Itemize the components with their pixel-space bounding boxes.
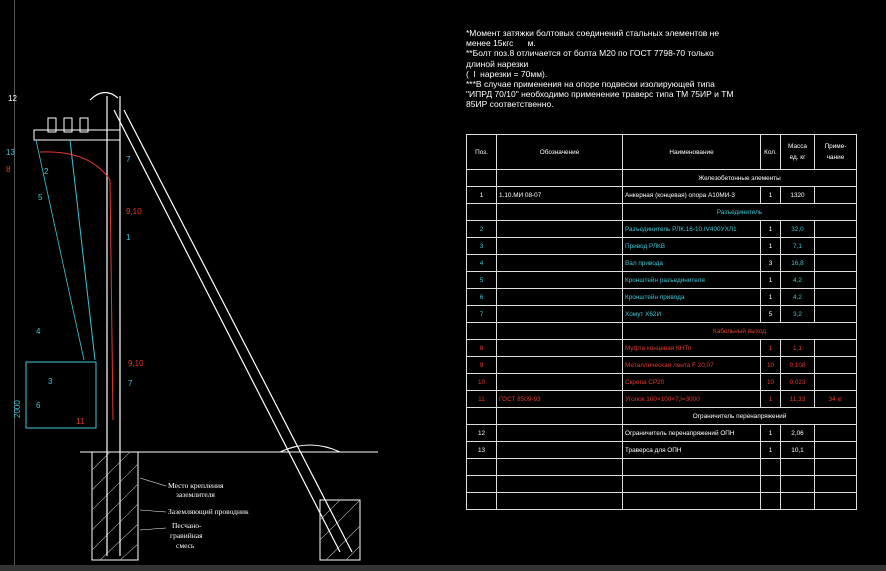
table-row xyxy=(467,306,857,323)
cell-mass: 11,33 xyxy=(781,391,815,408)
empty-row xyxy=(467,459,857,476)
cell-designation xyxy=(497,340,623,357)
cell-note xyxy=(815,306,857,323)
section-empty xyxy=(467,408,497,425)
cell-designation xyxy=(497,442,623,459)
cell-note xyxy=(815,289,857,306)
cell-name: Анкерная (концевая) опора А10МИ-3 xyxy=(623,187,761,204)
note-line: ( l нарезки = 70мм). xyxy=(466,68,548,79)
table-row xyxy=(467,374,857,391)
cell-designation xyxy=(497,425,623,442)
label-5: 5 xyxy=(38,193,43,202)
cell-designation xyxy=(497,357,623,374)
cell-qty: 1 xyxy=(761,187,781,204)
cell-name: Уголок 100×100×7,l=3000 xyxy=(623,391,761,408)
cell-name: Траверса для ОПН xyxy=(623,442,761,459)
ground-label-1: Место крепления xyxy=(168,481,224,490)
cell-qty: 5 xyxy=(761,306,781,323)
table-row xyxy=(467,289,857,306)
cell-note xyxy=(815,442,857,459)
ground-label-6: смесь xyxy=(176,541,195,550)
cell-note xyxy=(815,187,857,204)
section-row xyxy=(467,204,857,221)
empty-cell xyxy=(761,493,781,510)
cell-mass: 1320 xyxy=(781,187,815,204)
note-line: 85ИР соответственно. xyxy=(466,99,554,110)
cell-qty: 1 xyxy=(761,340,781,357)
cell-name: Кронштейн разъединителя xyxy=(623,272,761,289)
empty-cell xyxy=(497,459,623,476)
empty-row xyxy=(467,493,857,510)
specification-table xyxy=(466,134,857,510)
cell-name: Скрепа СР20 xyxy=(623,374,761,391)
label-7b: 7 xyxy=(128,379,133,388)
cell-pos: 11 xyxy=(467,391,497,408)
label-7a: 7 xyxy=(126,155,131,164)
cell-mass: 4,2 xyxy=(781,272,815,289)
empty-cell xyxy=(623,476,761,493)
section-title: Разъединитель xyxy=(623,204,857,221)
label-1: 1 xyxy=(126,233,131,242)
empty-cell xyxy=(781,476,815,493)
cell-pos: 10 xyxy=(467,374,497,391)
table-row xyxy=(467,221,857,238)
note-line: длиной нарезки xyxy=(466,58,529,69)
empty-cell xyxy=(497,493,623,510)
section-empty xyxy=(497,323,623,340)
cell-pos: 13 xyxy=(467,442,497,459)
empty-cell xyxy=(497,476,623,493)
empty-row xyxy=(467,476,857,493)
table-body xyxy=(467,170,857,510)
label-3: 3 xyxy=(48,377,53,386)
foundation-hatch xyxy=(92,452,138,560)
cell-mass: 7,1 xyxy=(781,238,815,255)
label-9-10a: 9,10 xyxy=(126,207,142,216)
section-empty xyxy=(467,170,497,187)
cell-name: Привод РЛКВ xyxy=(623,238,761,255)
note-line: менее 15кгс м. xyxy=(466,38,536,49)
cell-designation xyxy=(497,221,623,238)
notes-block xyxy=(466,28,766,110)
cell-name: Ограничитель перенапряжений ОПН xyxy=(623,425,761,442)
label-8: 8 xyxy=(6,165,11,174)
label-6: 6 xyxy=(36,401,41,410)
cell-mass: 4,2 xyxy=(781,289,815,306)
drive-shaft xyxy=(70,140,95,360)
empty-cell xyxy=(467,493,497,510)
empty-cell xyxy=(781,493,815,510)
cell-note xyxy=(815,272,857,289)
table-row xyxy=(467,187,857,204)
cell-pos: 7 xyxy=(467,306,497,323)
strut-line-b xyxy=(124,110,352,552)
cell-mass: 0,023 xyxy=(781,374,815,391)
cell-mass: 1,1 xyxy=(781,340,815,357)
empty-cell xyxy=(623,493,761,510)
table-row xyxy=(467,442,857,459)
cell-mass: 16,8 xyxy=(781,255,815,272)
cell-qty: 1 xyxy=(761,272,781,289)
cell-qty: 1 xyxy=(761,221,781,238)
empty-cell xyxy=(761,476,781,493)
header-note: Приме- чание xyxy=(815,135,857,170)
header-designation: Обозначение xyxy=(497,135,623,170)
cell-mass: 32,0 xyxy=(781,221,815,238)
cell-name: Металлическая лента F 20,07 xyxy=(623,357,761,374)
ground-labels xyxy=(168,481,249,550)
cell-designation xyxy=(497,238,623,255)
cell-qty: 3 xyxy=(761,255,781,272)
ground-label-5: гравийная xyxy=(170,531,203,540)
ground-label-2: заземлителя xyxy=(176,490,215,499)
cell-note xyxy=(815,340,857,357)
section-empty xyxy=(497,204,623,221)
table-row xyxy=(467,238,857,255)
section-row xyxy=(467,170,857,187)
cell-designation xyxy=(497,306,623,323)
note-line: "ИПРД 70/10" необходимо применение траверс типа ТМ 75ИР и ТМ xyxy=(466,89,734,100)
cell-pos: 1 xyxy=(467,187,497,204)
cell-qty: 1 xyxy=(761,391,781,408)
cell-note xyxy=(815,357,857,374)
section-title: Кабельный выход xyxy=(623,323,857,340)
empty-cell xyxy=(467,476,497,493)
label-13: 13 xyxy=(6,148,15,157)
empty-cell xyxy=(623,459,761,476)
cell-pos: 5 xyxy=(467,272,497,289)
section-empty xyxy=(467,323,497,340)
ground-label-4: Песчано- xyxy=(172,521,202,530)
cell-designation xyxy=(497,374,623,391)
drive-box xyxy=(26,362,96,428)
cell-name: Разъединитель РЛК.16-10.IV400УХЛ1 xyxy=(623,221,761,238)
empty-cell xyxy=(467,459,497,476)
cell-pos: 8 xyxy=(467,340,497,357)
cell-designation xyxy=(497,272,623,289)
cell-pos: 4 xyxy=(467,255,497,272)
table-row xyxy=(467,357,857,374)
note-line: ***В случае применения на опоре подвески изолирующей типа xyxy=(466,79,715,90)
label-4: 4 xyxy=(36,327,41,336)
header-name: Наименование xyxy=(623,135,761,170)
label-11: 11 xyxy=(76,417,85,426)
section-title: Ограничитель перенапряжений xyxy=(623,408,857,425)
label-9-10b: 9,10 xyxy=(128,359,144,368)
pole-labels xyxy=(6,94,144,426)
table-row xyxy=(467,391,857,408)
cell-name: Вал привода xyxy=(623,255,761,272)
cell-mass: 0,108 xyxy=(781,357,815,374)
empty-cell xyxy=(815,476,857,493)
cell-note: 34 кг xyxy=(815,391,857,408)
cell-note xyxy=(815,425,857,442)
cell-note xyxy=(815,238,857,255)
header-pos: Поз. xyxy=(467,135,497,170)
foundation-pit xyxy=(92,452,138,560)
empty-cell xyxy=(815,459,857,476)
leader-lines xyxy=(140,478,166,530)
cell-qty: 1 xyxy=(761,442,781,459)
note-line: *Момент затяжки болтовых соединений стальных элементов не xyxy=(466,28,720,38)
table-row xyxy=(467,272,857,289)
cell-mass: 3,2 xyxy=(781,306,815,323)
table-row xyxy=(467,340,857,357)
table-row xyxy=(467,425,857,442)
cell-designation: ГОСТ 8509-93 xyxy=(497,391,623,408)
cell-designation xyxy=(497,289,623,306)
label-12: 12 xyxy=(8,94,17,103)
cell-qty: 10 xyxy=(761,357,781,374)
cell-name: Муфта концевая КНТп xyxy=(623,340,761,357)
cell-pos: 3 xyxy=(467,238,497,255)
empty-cell xyxy=(781,459,815,476)
header-qty: Кол. xyxy=(761,135,781,170)
cell-qty: 1 xyxy=(761,289,781,306)
cell-pos: 6 xyxy=(467,289,497,306)
section-empty xyxy=(467,204,497,221)
cell-name: Хомут Х62И xyxy=(623,306,761,323)
status-strip xyxy=(0,565,886,571)
cell-qty: 1 xyxy=(761,425,781,442)
ground-label-3: Заземляющий проводник xyxy=(168,507,249,516)
cell-qty: 10 xyxy=(761,374,781,391)
cell-note xyxy=(815,221,857,238)
cell-name: Кронштейн привода xyxy=(623,289,761,306)
section-empty xyxy=(497,170,623,187)
cell-note xyxy=(815,255,857,272)
cell-pos: 9 xyxy=(467,357,497,374)
strut-line-a xyxy=(114,110,340,552)
cell-designation xyxy=(497,255,623,272)
section-empty xyxy=(497,408,623,425)
table-header-row xyxy=(467,135,857,170)
empty-cell xyxy=(761,459,781,476)
note-line: **Болт поз.8 отличается от болта М20 по ГОСТ 7798-70 только xyxy=(466,48,714,59)
cell-note xyxy=(815,374,857,391)
empty-cell xyxy=(815,493,857,510)
cell-qty: 1 xyxy=(761,238,781,255)
cell-pos: 12 xyxy=(467,425,497,442)
cell-designation: 1.10.МИ 08-07 xyxy=(497,187,623,204)
section-row xyxy=(467,323,857,340)
header-mass: Масса ед. кг xyxy=(781,135,815,170)
dimension-2000: 2000 xyxy=(13,400,22,418)
cell-mass: 2,06 xyxy=(781,425,815,442)
table-row xyxy=(467,255,857,272)
section-title: Железобетонные элементы xyxy=(623,170,857,187)
section-row xyxy=(467,408,857,425)
cell-mass: 10,1 xyxy=(781,442,815,459)
label-2: 2 xyxy=(44,167,49,176)
cell-pos: 2 xyxy=(467,221,497,238)
top-insulator-arc xyxy=(90,92,118,100)
